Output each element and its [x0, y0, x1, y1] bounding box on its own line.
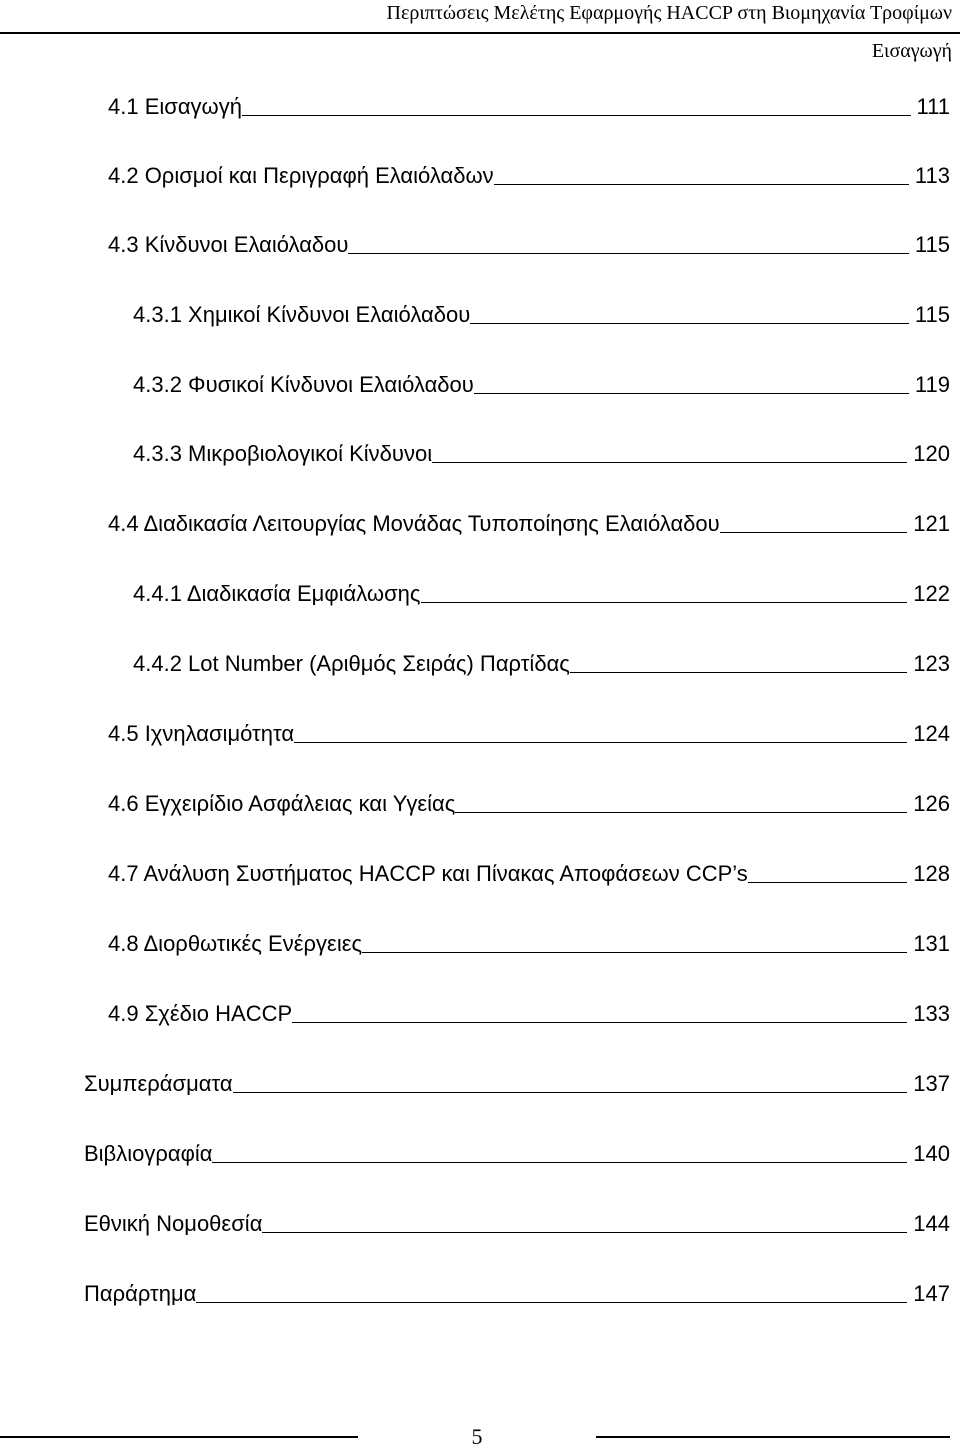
toc-entry-label: 4.4 Διαδικασία Λειτουργίας Μονάδας Τυποποίησης Ελαιόλαδου [108, 511, 720, 536]
toc-leader-line [455, 812, 907, 813]
toc-entry[interactable] [108, 783, 950, 817]
toc-leader-line [196, 1302, 907, 1303]
toc-entry-page: 137 [913, 1071, 950, 1096]
toc-entry-page: 140 [913, 1141, 950, 1166]
toc-entry[interactable] [133, 433, 950, 467]
toc-entry-page: 111 [916, 94, 950, 119]
toc-entry-label: 4.4.2 Lot Number (Αριθμός Σειράς) Παρτίδας [133, 651, 570, 676]
toc-entry[interactable] [108, 503, 950, 537]
toc-entry-label: Συμπεράσματα [84, 1071, 233, 1096]
page-number: 5 [471, 1424, 483, 1449]
toc-leader-line [242, 115, 911, 116]
toc-entry-label: 4.3 Κίνδυνοι Ελαιόλαδου [108, 232, 349, 257]
toc-entry-page: 121 [913, 511, 950, 536]
toc-leader-line [294, 742, 907, 743]
toc-entry-page: 123 [913, 651, 950, 676]
running-header-section: Εισαγωγή [871, 40, 952, 62]
toc-leader-line [233, 1092, 908, 1093]
toc-entry-page: 126 [913, 791, 950, 816]
toc-entry[interactable] [84, 1133, 950, 1167]
toc-entry-label: 4.3.2 Φυσικοί Κίνδυνοι Ελαιόλαδου [133, 372, 474, 397]
toc-entry[interactable] [133, 294, 950, 328]
toc-leader-line [570, 672, 907, 673]
running-header-title: Περιπτώσεις Μελέτης Εφαρμογής HACCP στη Βιομηχανία Τροφίμων [386, 2, 952, 24]
toc-entry[interactable] [108, 224, 950, 258]
toc-entry[interactable] [84, 1273, 950, 1307]
toc-entry-page: 115 [914, 232, 950, 257]
toc-entry[interactable] [84, 1063, 950, 1097]
toc-entry-page: 113 [914, 163, 950, 188]
toc-entry-page: 119 [914, 372, 950, 397]
toc-entry[interactable] [108, 86, 950, 120]
toc-entry-page: 124 [913, 721, 950, 746]
toc-leader-line [474, 393, 909, 394]
toc-entry[interactable] [108, 993, 950, 1027]
toc-entry-label: 4.3.1 Χημικοί Κίνδυνοι Ελαιόλαδου [133, 302, 471, 327]
toc-entry-page: 133 [913, 1001, 950, 1026]
toc-entry[interactable] [108, 923, 950, 957]
toc-leader-line [720, 532, 908, 533]
footer-rule-right [596, 1436, 950, 1438]
toc-leader-line [348, 253, 908, 254]
toc-entry-page: 122 [913, 581, 950, 606]
footer-rule-left [0, 1436, 358, 1438]
toc-leader-line [432, 462, 907, 463]
toc-entry-label: 4.2 Ορισμοί και Περιγραφή Ελαιόλαδων [108, 163, 494, 188]
toc-entry-label: 4.6 Εγχειρίδιο Ασφάλειας και Υγείας [108, 791, 456, 816]
toc-entry-page: 144 [913, 1211, 950, 1236]
toc-entry-page: 128 [913, 861, 950, 886]
toc-entry[interactable] [108, 853, 950, 887]
toc-leader-line [421, 602, 908, 603]
toc-leader-line [362, 952, 907, 953]
toc-entry-label: 4.3.3 Μικροβιολογικοί Κίνδυνοι [133, 441, 433, 466]
toc-leader-line [292, 1022, 907, 1023]
toc-leader-line [748, 882, 908, 883]
toc-leader-line [262, 1232, 907, 1233]
toc-leader-line [212, 1162, 907, 1163]
toc-entry-label: Εθνική Νομοθεσία [84, 1211, 263, 1236]
toc-entry[interactable] [84, 1203, 950, 1237]
toc-leader-line [470, 323, 909, 324]
toc-entry-page: 120 [913, 441, 950, 466]
toc-entry-page: 147 [913, 1281, 950, 1306]
toc-entry-label: 4.9 Σχέδιο HACCP [108, 1001, 293, 1026]
toc-entry-page: 115 [914, 302, 950, 327]
toc-entry[interactable] [133, 643, 950, 677]
toc-entry[interactable] [133, 364, 950, 398]
toc-entry[interactable] [108, 713, 950, 747]
toc-entry[interactable] [108, 155, 950, 189]
toc-entry-label: 4.1 Εισαγωγή [108, 94, 242, 119]
toc-leader-line [494, 184, 909, 185]
toc-entry-label: 4.4.1 Διαδικασία Εμφιάλωσης [133, 581, 421, 606]
toc-entry-label: 4.8 Διορθωτικές Ενέργειες [108, 931, 363, 956]
toc-entry-label: 4.5 Ιχνηλασιμότητα [108, 721, 295, 746]
toc-entry[interactable] [133, 573, 950, 607]
toc-entry-label: Βιβλιογραφία [84, 1141, 213, 1166]
toc-entry-label: Παράρτημα [84, 1281, 197, 1306]
toc-entry-page: 131 [913, 931, 950, 956]
toc-entry-label: 4.7 Ανάλυση Συστήματος HACCP και Πίνακας Αποφάσεων CCP’s [108, 861, 748, 886]
